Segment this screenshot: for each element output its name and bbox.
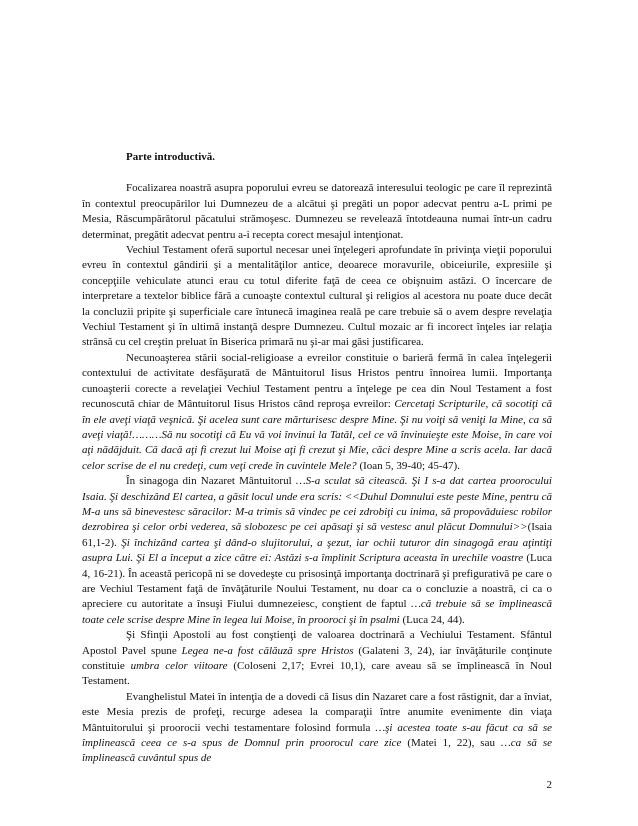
paragraph — [82, 243, 552, 351]
paragraph — [82, 474, 552, 628]
text-run: (Luca 24, 44). — [399, 613, 465, 626]
italic-quote: umbra celor viitoare — [130, 660, 228, 672]
text-run: (Luca 4, 16-21). În această pericopă ni se dovedeşte cu prisosinţă importanţa doctrinară şi prefigurativă pe care o are Vechiul Testament faţă de învăţăturile Noului Testament, nu doar ca o concluzie a noastră, ci ca o apreciere cu autoritate a însuşi Fiului dumnezeiesc, conştient de faptul — [82, 552, 552, 611]
italic-quote: Cercetaţi Scripturile, că socotiţi că în ele aveţi viaţă veşnică. Şi acelea sunt care mărturisesc despre Mine. Şi nu voiţi să veniţi la Mine, ca să aveţi viaţă!………Să nu socotiţi că Eu vă voi învinui la Tatăl, cel ce vă învinuieşte este Moise, în care voi aţi nădăjduit. Că dacă aţi fi crezut lui Moise aţi fi crezut şi Mie, căci despre Mine a scris acela. Iar dacă celor scrise de el nu credeţi, cum veţi crede în cuvintele Mele? — [82, 398, 552, 472]
text-run: Necunoaşterea stării social-religioase a evreilor constituie o barieră fermă în calea înţelegerii contextului de activitate desfăşurată de Mântuitorul Iisus Hristos pentru înnoirea lumii. Importanţa cunoaşterii corecte a revelaţiei Vechiul Testament pentru a înţelege pe cea din Noul Testament a fost recunoscută chiar de Mântuitorul Iisus Hristos când reproşa evreilor: — [82, 351, 552, 411]
paragraph — [82, 181, 552, 243]
text-run: (Galateni 3, 24), iar învăţăturile conţinute constituie — [82, 644, 552, 672]
italic-quote: …şi acestea toate s-au făcut ca să se împlinească ceea ce s-a spus de Domnul prin proorocul care zice — [82, 721, 552, 750]
section-heading: Parte introductivă. — [126, 151, 216, 163]
paragraph — [82, 351, 552, 474]
paragraph — [82, 628, 552, 690]
paragraphs — [82, 181, 552, 766]
text-run: (Ioan 5, 39-40; 45-47). — [356, 459, 460, 472]
text-run: Evanghelistul Matei în intenţia de a dovedi că Iisus din Nazaret care a fost răstignit, dar a înviat, este Mesia prezis de profeţi, recurge adesea la comparaţii între anumite evenimente din viaţa Mântuitorului şi proorocii vechi testamentare folosind formula — [82, 690, 552, 734]
italic-quote: Legea ne-a fost călăuză spre Hristos — [181, 644, 354, 657]
text-run: (Coloseni 2,17; Evrei 10,1), care aveau să se împlinească în Noul Testament. — [82, 660, 552, 688]
page-body — [82, 150, 552, 767]
text-run: (Matei 1, 22), sau — [401, 737, 501, 750]
italic-quote: …S-a sculat să citească. Şi I s-a dat cartea proorocului Isaia. Şi deschizând El cartea, a găsit locul unde era scris: <<Duhul Domnului este peste Mine, pentru că M-a uns să binevestesc săracilor: M-a trimis să vindec pe cei zdrobiţi cu inima, să propovăduiesc robilor dezrobirea şi celor orbi vederea, să slobozesc pe cei apăsaţi şi să vestesc anul plăcut Domnului>> — [82, 475, 552, 534]
text-run: (Isaia 61,1-2). — [82, 521, 552, 549]
text-run: În sinagoga din Nazaret Mântuitorul — [126, 475, 296, 488]
paragraph — [82, 690, 552, 767]
text-run: Şi Sfinţii Apostoli au fost conştienţi de valoarea doctrinară a Vechiului Testament. Sfântul Apostol Pavel spune — [82, 629, 552, 657]
page-number: 2 — [546, 779, 552, 791]
text-run: Vechiul Testament oferă suportul necesar unei înţelegeri aprofundate în privinţa vieţii poporului evreu în contextul gândirii şi a mentalităţilor antice, deoarece moravurile, obiceiurile, expresiile şi concepţiile vehiculate atunci erau cu totul diferite faţă de ceea ce obişnuim astăzi. O încercare de interpretare a textelor biblice fără a cunoaşte contextul cultural şi religios al acestora nu poate duce decât la concluzii pripite şi superficiale care întunecă imaginea reală pe care trebuie să o avem despre revelaţia Vechiul Testament şi în ultimă instanţă despre Dumnezeu. Cultul mozaic ar fi incorect înţeles iar relaţia strânsă cu cel creştin preluat în Biserica primară nu şi-ar mai găsi justificarea. — [82, 244, 552, 349]
italic-quote: …ca să se împlinească cuvântul spus de — [82, 737, 552, 765]
italic-quote: …că trebuie să se împlinească toate cele scrise despre Mine în legea lui Moise, în prooroci şi în psalmi — [82, 598, 552, 626]
text-run: Focalizarea noastră asupra poporului evreu se datorează interesului teologic pe care îl reprezintă în contextul preocupărilor lui Dumnezeu de a alcătui şi pregăti un popor adecvat pentru a-L primi pe Mesia, Răscumpărătorul păcatului strămoşesc. Dumnezeu se revelează întotdeauna numai într-un cadru determinat, pregătit adecvat pentru a-i recepta corect mesajul intenţionat. — [82, 182, 552, 241]
italic-quote: Şi închizând cartea şi dând-o slujitorului, a şezut, iar ochii tuturor din sinagogă erau aţintiţi asupra Lui. Şi El a început a zice către ei: Astăzi s-a împlinit Scriptura aceasta în urechile voastre — [82, 536, 552, 565]
